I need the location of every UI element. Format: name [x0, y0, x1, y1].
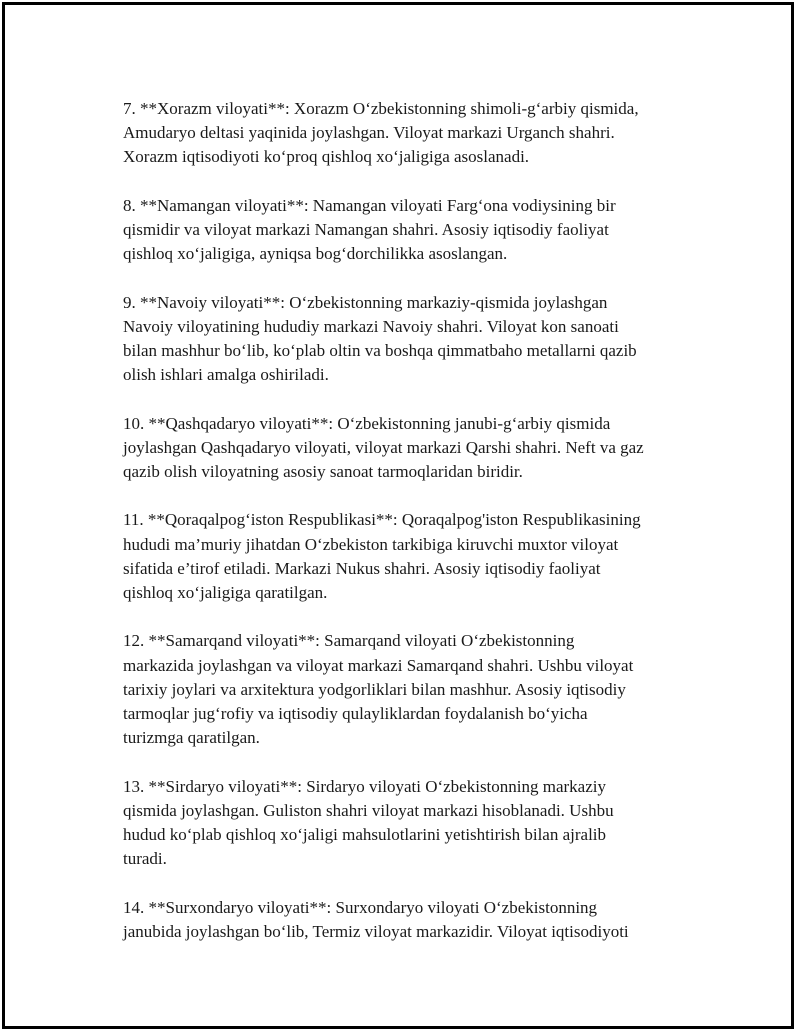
text-line: 10. **Qashqadaryo viloyati**: O‘zbekistonning janubi-g‘arbiy qismida [123, 413, 611, 433]
paragraph-navoiy [123, 291, 693, 388]
text-line: sifatida e’tirof etiladi. Markazi Nukus shahri. Asosiy iqtisodiy faoliyat [123, 558, 601, 578]
text-line: turizmga qaratilgan. [123, 728, 260, 748]
text-line: tarmoqlar jug‘rofiy va iqtisodiy qulayliklardan foydalanish bo‘yicha [123, 704, 588, 723]
text-line: qazib olish viloyatning asosiy sanoat tarmoqlaridan biridir. [123, 462, 523, 481]
text-line: qismida joylashgan. Guliston shahri viloyat markazi hisoblanadi. Ushbu [123, 800, 614, 820]
text-line: hudud ko‘plab qishloq xo‘jaligi mahsulotlarini yetishtirish bilan ajralib [123, 825, 607, 844]
paragraph-qashqadaryo [123, 412, 693, 485]
text-line: markazida joylashgan va viloyat markazi Samarqand shahri. Ushbu viloyat [123, 655, 634, 675]
paragraph-namangan [123, 194, 693, 267]
text-line: tarixiy joylari va arxitektura yodgorliklari bilan mashhur. Asosiy iqtisodiy [123, 679, 626, 699]
text-line: 7. **Xorazm viloyati**: Xorazm O‘zbekistonning shimoli-g‘arbiy qismida, [123, 99, 639, 118]
text-line: 8. **Namangan viloyati**: Namangan viloyati Farg‘ona vodiysining bir [123, 195, 616, 215]
text-line: 13. **Sirdaryo viloyati**: Sirdaryo viloyati O‘zbekistonning markaziy [123, 776, 606, 796]
text-line: janubida joylashgan bo‘lib, Termiz viloyat markazidir. Viloyat iqtisodiyoti [123, 921, 629, 941]
text-line: joylashgan Qashqadaryo viloyati, viloyat markazi Qarshi shahri. Neft va gaz [123, 437, 644, 457]
paragraph-sirdaryo [123, 775, 693, 872]
text-line: hududi ma’muriy jihatdan O‘zbekiston tarkibiga kiruvchi muxtor viloyat [123, 534, 619, 554]
text-line: qismidir va viloyat markazi Namangan shahri. Asosiy iqtisodiy faoliyat [123, 220, 609, 239]
page-frame [2, 2, 794, 1029]
paragraph-xorazm [123, 97, 693, 170]
text-line: 11. **Qoraqalpog‘iston Respublikasi**: Qoraqalpog'iston Respublikasining [123, 510, 641, 530]
paragraph-qoraqalpogiston [123, 508, 693, 605]
text-line: Amudaryo deltasi yaqinida joylashgan. Viloyat markazi Urganch shahri. [123, 123, 615, 143]
text-line: 14. **Surxondaryo viloyati**: Surxondaryo viloyati O‘zbekistonning [123, 897, 598, 917]
text-line: turadi. [123, 849, 167, 869]
paragraph-samarqand [123, 629, 693, 750]
text-line: Navoiy viloyatining hududiy markazi Navoiy shahri. Viloyat kon sanoati [123, 316, 619, 336]
paragraph-surxondaryo [123, 896, 693, 944]
text-line: qishloq xo‘jaligiga, ayniqsa bog‘dorchilikka asoslangan. [123, 244, 508, 264]
text-line: qishloq xo‘jaligiga qaratilgan. [123, 583, 328, 602]
text-line: Xorazm iqtisodiyoti ko‘proq qishloq xo‘jaligiga asoslanadi. [123, 147, 530, 167]
document-body [123, 97, 693, 968]
text-line: 12. **Samarqand viloyati**: Samarqand viloyati O‘zbekistonning [123, 631, 575, 651]
text-line: bilan mashhur bo‘lib, ko‘plab oltin va boshqa qimmatbaho metallarni qazib [123, 341, 637, 360]
text-line: 9. **Navoiy viloyati**: O‘zbekistonning markaziy-qismida joylashgan [123, 292, 608, 312]
text-line: olish ishlari amalga oshiriladi. [123, 365, 329, 385]
